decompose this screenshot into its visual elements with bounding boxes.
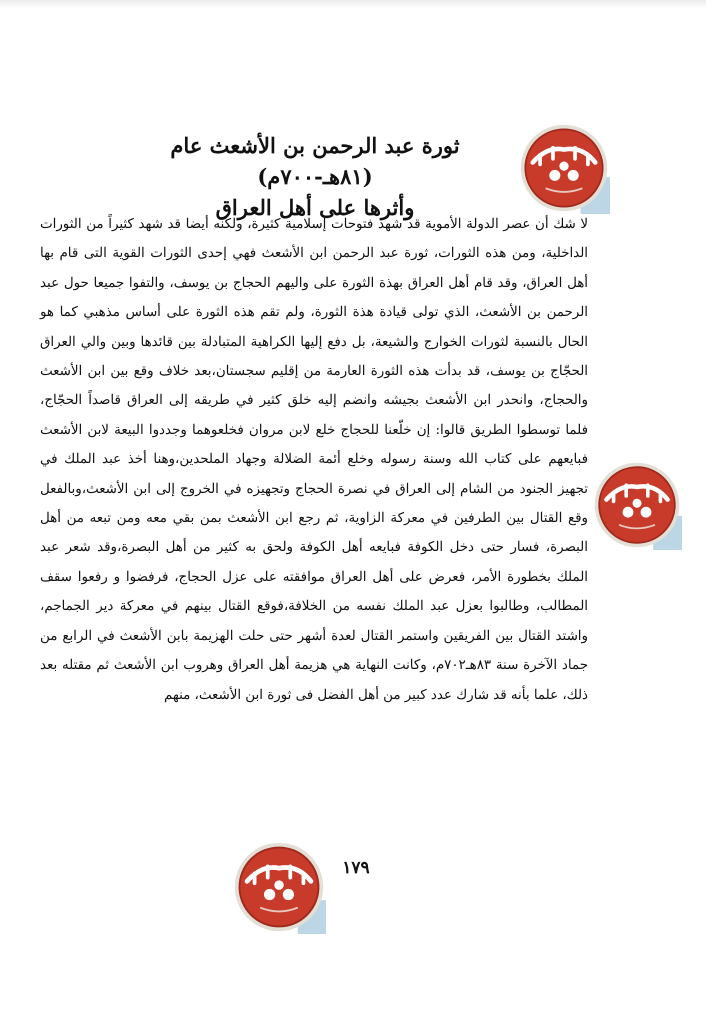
tarikh-logo-stamp-bottom — [232, 840, 326, 934]
page-number: ١٧٩ — [342, 858, 370, 878]
tarikh-logo-icon — [518, 122, 610, 214]
tarikh-logo-icon — [232, 840, 326, 934]
title-line-1: ثورة عبد الرحمن بن الأشعث عام (٨١هـ-٧٠٠م) — [170, 133, 460, 189]
page-top-edge — [0, 0, 706, 8]
title-line-2: وأثرها على أهل العراق — [215, 195, 415, 220]
tarikh-logo-stamp-margin — [592, 460, 682, 550]
tarikh-logo-icon — [592, 460, 682, 550]
body-paragraph: لا شك أن عصر الدولة الأموية قد شهد فتوحات إسلامية كثيرة، ولكنه أيضا قد شهد كثيراً من الثورات الداخلية، ومن هذه الثورات، ثورة عبد الرحمن ابن الأشعث فهي إحدى الثورات القوية التى قام بها أهل العراق، وقد قام أهل العراق بهذة الثورة على واليهم الحجاج بن يوسف، والتفوا جميعا حول عبد الرحمن بن الأشعث، الذي تولى قيادة هذة الثورة، ولم تقم هذه الثورة على أساس مذهبي كما هو الحال بالنسبة لثورات الخوارج والشيعة، بل دفع إليها الكراهية المتبادلة بين قائدها وبين والي العراق الحجّاج بن يوسف، قد بدأت هذه الثورة العارمة من إقليم سجستان،بعد خلاف وقع بين ابن الأشعث والحجاج، وانحدر ابن الأشعث بجيشه وانضم إليه خلق كثير في طريقه إلى العراق قاصداً الحجّاج، فلما توسطوا الطريق قالوا: إن خلّعنا للحجاج خلع لابن مروان فخلعوهما وجددوا البيعة لابن الأشعث فبايعهم على كتاب الله وسنة رسوله وخلع أئمة الضلالة وجهاد الملحدين،وهنا أخذ عبد الملك في تجهيز الجنود من الشام إلى العراق في نصرة الحجاج وتجهيزه في الخروج إلى ابن الأشعث،وبالفعل وقع القتال بين الطرفين في معركة الزاوية، ثم رجع ابن الأشعث بمن بقي معه ومن تبعه من أهل البصرة، فسار حتى دخل الكوفة فبايعه أهل الكوفة ولحق به كثير من أهل البصرة،وقد شعر عبد الملك بخطورة الأمر، فعرض على أهل العراق موافقته على عزل الحجاج، فرفضوا و رفعوا سقف المطالب، وطالبوا بعزل عبد الملك نفسه من الخلافة،فوقع القتال بينهم في معركة دير الجماجم، واشتد القتال بين الفريقين واستمر القتال لعدة أشهر حتى حلت الهزيمة بابن الأشعث في الرابع من جماد الآخرة سنة ٨٣هـ٧٠٢م، وكانت النهاية هي هزيمة أهل العراق وهروب ابن الأشعث ثم مقتله بعد ذلك، علما بأنه قد شارك عدد كبير من أهل الفضل فى ثورة ابن الأشعث، منهم — [40, 217, 588, 703]
tarikh-logo-stamp-top — [518, 122, 610, 214]
